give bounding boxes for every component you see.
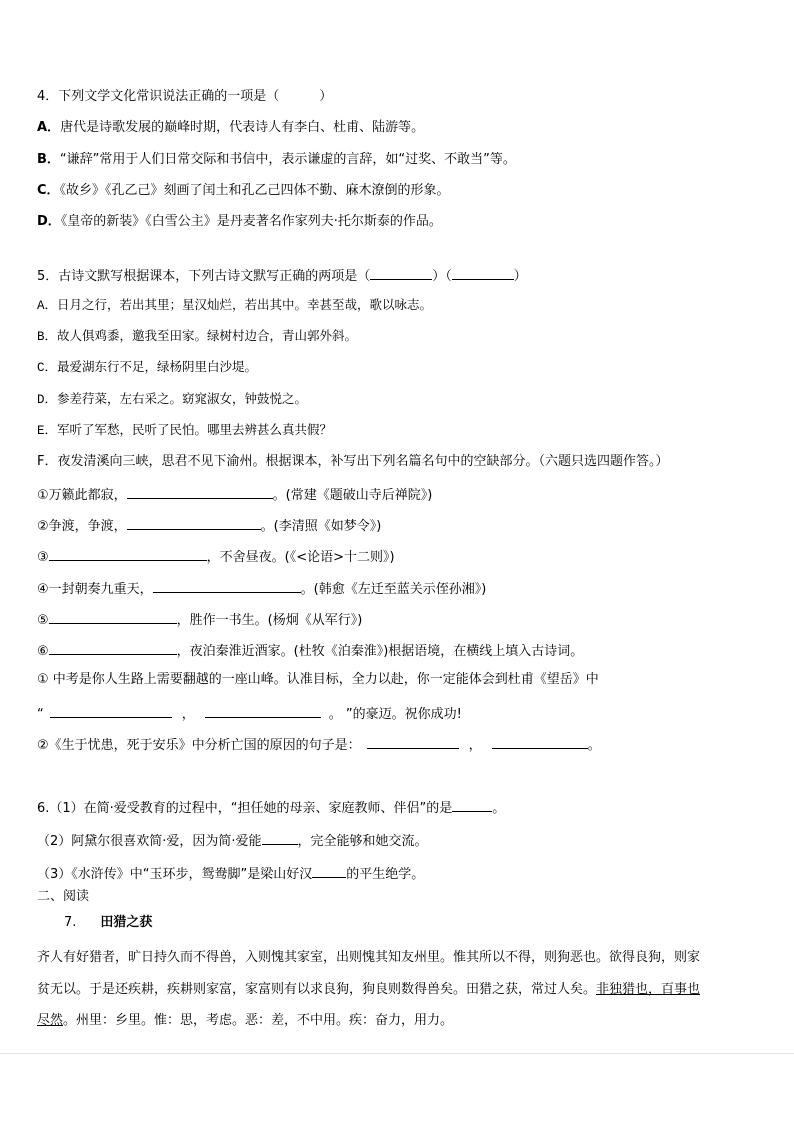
q6-item-3: [37, 863, 424, 884]
fill-item-2: [37, 515, 381, 536]
q6-item-3-pre: （3）《水浒传》中“玉环步，鸳鸯脚”是梁山好汉: [37, 867, 313, 882]
q6-blank-3[interactable]: [312, 863, 346, 878]
fill-blank-4[interactable]: [153, 578, 301, 593]
q4-option-d-text: 《皇帝的新装》《白雪公主》是丹麦著名作家列夫·托尔斯泰的作品。: [60, 214, 442, 229]
context-blank-2[interactable]: [205, 703, 321, 718]
fill-blank-5[interactable]: [49, 609, 177, 624]
context-item-2-comma: ，: [468, 738, 482, 753]
q5-answer-blank-2[interactable]: [452, 265, 514, 280]
context-comma: ，: [181, 707, 195, 722]
fill-item-6: [37, 640, 583, 661]
q6-item-2: [37, 830, 428, 851]
fill-item-4-pre: ④一封朝奏九重天，: [37, 582, 153, 597]
q4-option-b: [37, 151, 516, 169]
fill-item-5: [37, 609, 362, 630]
q5-option-e: E．军听了军愁，民听了民怕。哪里去辨甚么真共假？: [37, 424, 333, 438]
q6-item-1-post: 。: [492, 801, 506, 816]
passage-annotations: 。州里：乡里。惟：思，考虑。恶：差，不中用。疾：奋力，用力。: [63, 1013, 454, 1028]
q4-option-c: [37, 182, 450, 200]
page-divider: [0, 1053, 794, 1054]
context-item-1-blanks: [37, 703, 462, 724]
q4-option-a-label: A．: [37, 120, 61, 135]
passage-line-2-text: 贫无以。于是还疾耕，疾耕则家富，家富则有以求良狗，狗良则数得兽矣。田猎之获，常过人矣。: [37, 982, 597, 997]
fill-item-4-post: 。(韩愈《左迁至蓝关示侄孙湘》): [300, 582, 487, 597]
q6-item-1-pre: 6.（1）在简·爱受教育的过程中，“担任她的母亲、家庭教师、伴侣”的是: [37, 801, 453, 816]
passage-line-1: 齐人有好猎者，旷日持久而不得兽，入则愧其家室，出则愧其知友州里。惟其所以不得，则狗恶也。欲得良狗，则家: [37, 950, 701, 965]
q5-stem-mid: ）（: [432, 269, 452, 284]
q5-option-f: F．夜发清溪向三峡，思君不见下渝州。根据课本，补写出下列名篇名句中的空缺部分。（六题只选四题作答。）: [37, 454, 669, 469]
q4-option-b-text: “谦辞”常用于人们日常交际和书信中，表示谦虚的言辞，如“过奖、不敢当”等。: [59, 152, 516, 167]
passage-line-3: [37, 1012, 453, 1030]
q7-title: [64, 914, 152, 932]
q5-stem: [37, 265, 527, 286]
passage-underlined-1: 非独猎也，百事也: [596, 982, 701, 997]
section-heading: 二、阅读: [37, 889, 90, 904]
q4-option-c-text: 《故乡》《孔乙己》刻画了闰土和孔乙己四体不勤、麻木潦倒的形象。: [59, 183, 450, 198]
fill-blank-1[interactable]: [127, 484, 273, 499]
fill-item-1: [37, 484, 432, 505]
fill-blank-2[interactable]: [127, 515, 261, 530]
fill-item-6-post: ，夜泊秦淮近酒家。(杜牧《泊秦淮》)根据语境，在横线上填入古诗词。: [176, 644, 584, 659]
context-item-2: [37, 734, 601, 755]
fill-item-6-pre: ⑥: [37, 644, 49, 659]
fill-item-1-post: 。(常建《题破山寺后禅院》): [272, 488, 433, 503]
q4-option-a-text: 唐代是诗歌发展的巅峰时期，代表诗人有李白、杜甫、陆游等。: [60, 120, 425, 135]
q5-option-d: D．参差荇菜，左右采之。窈窕淑女，钟鼓悦之。: [37, 393, 308, 407]
q4-stem: [37, 88, 332, 106]
fill-blank-3[interactable]: [49, 546, 207, 561]
q6-item-1: [37, 797, 505, 818]
fill-item-2-post: 。(李清照《如梦令》): [260, 519, 382, 534]
fill-item-5-post: ，胜作一书生。(杨炯《从军行》): [176, 613, 363, 628]
fill-blank-6[interactable]: [49, 640, 177, 655]
q4-option-d-label: D．: [37, 214, 61, 229]
context-item-2-pre: ②《生于忧患，死于安乐》中分析亡国的原因的句子是：: [37, 738, 361, 753]
passage-underlined-2: 尽然: [37, 1013, 64, 1028]
q5-option-c: C．最爱湖东行不足，绿杨阴里白沙堤。: [37, 361, 258, 375]
context-quote-end: 。 ”的豪迈。祝你成功!: [328, 707, 462, 722]
context-blank-4[interactable]: [492, 734, 588, 749]
q6-item-2-pre: （2）阿黛尔很喜欢简·爱，因为简·爱能: [37, 834, 262, 849]
context-item-2-end: 。: [587, 738, 601, 753]
q6-item-2-post: ，完全能够和她交流。: [297, 834, 428, 849]
q5-stem-text: 5．古诗文默写根据课本，下列古诗文默写正确的两项是（: [37, 269, 371, 284]
context-quote-open: “: [37, 707, 44, 722]
q5-stem-close: ）: [513, 269, 527, 284]
q4-option-a: [37, 119, 424, 137]
q4-option-d: [37, 213, 442, 231]
fill-item-5-pre: ⑤: [37, 613, 49, 628]
context-blank-3[interactable]: [367, 734, 459, 749]
fill-item-3-post: ，不舍昼夜。(《<论语>十二则》): [206, 550, 395, 565]
context-item-1: ① 中考是你人生路上需要翻越的一座山峰。认准目标，全力以赴，你一定能体会到杜甫《望岳》中: [37, 672, 599, 687]
fill-item-3-pre: ③: [37, 550, 49, 565]
passage-line-2: [37, 981, 700, 999]
q4-stem-close: ）: [319, 89, 333, 104]
q5-option-a: A．日月之行，若出其里；星汉灿烂，若出其中。幸甚至哉，歌以咏志。: [37, 299, 433, 313]
q5-answer-blank-1[interactable]: [370, 265, 432, 280]
q7-title-text: 田猎之获: [100, 915, 153, 930]
q6-blank-1[interactable]: [452, 797, 492, 812]
q4-option-c-label: C．: [37, 183, 60, 198]
q6-item-3-post: 的平生绝学。: [346, 867, 425, 882]
q4-stem-text: 4．下列文学文化常识说法正确的一项是（: [37, 89, 280, 104]
fill-item-3: [37, 546, 395, 567]
fill-item-4: [37, 578, 486, 599]
context-blank-1[interactable]: [50, 703, 172, 718]
q7-number: 7.: [64, 915, 77, 930]
fill-item-1-pre: ①万籁此都寂，: [37, 488, 127, 503]
q5-option-b: B．故人俱鸡黍，邀我至田家。绿树村边合，青山郭外斜。: [37, 330, 358, 344]
fill-item-2-pre: ②争渡，争渡，: [37, 519, 127, 534]
q6-blank-2[interactable]: [262, 830, 298, 845]
q4-option-b-label: B．: [37, 152, 60, 167]
